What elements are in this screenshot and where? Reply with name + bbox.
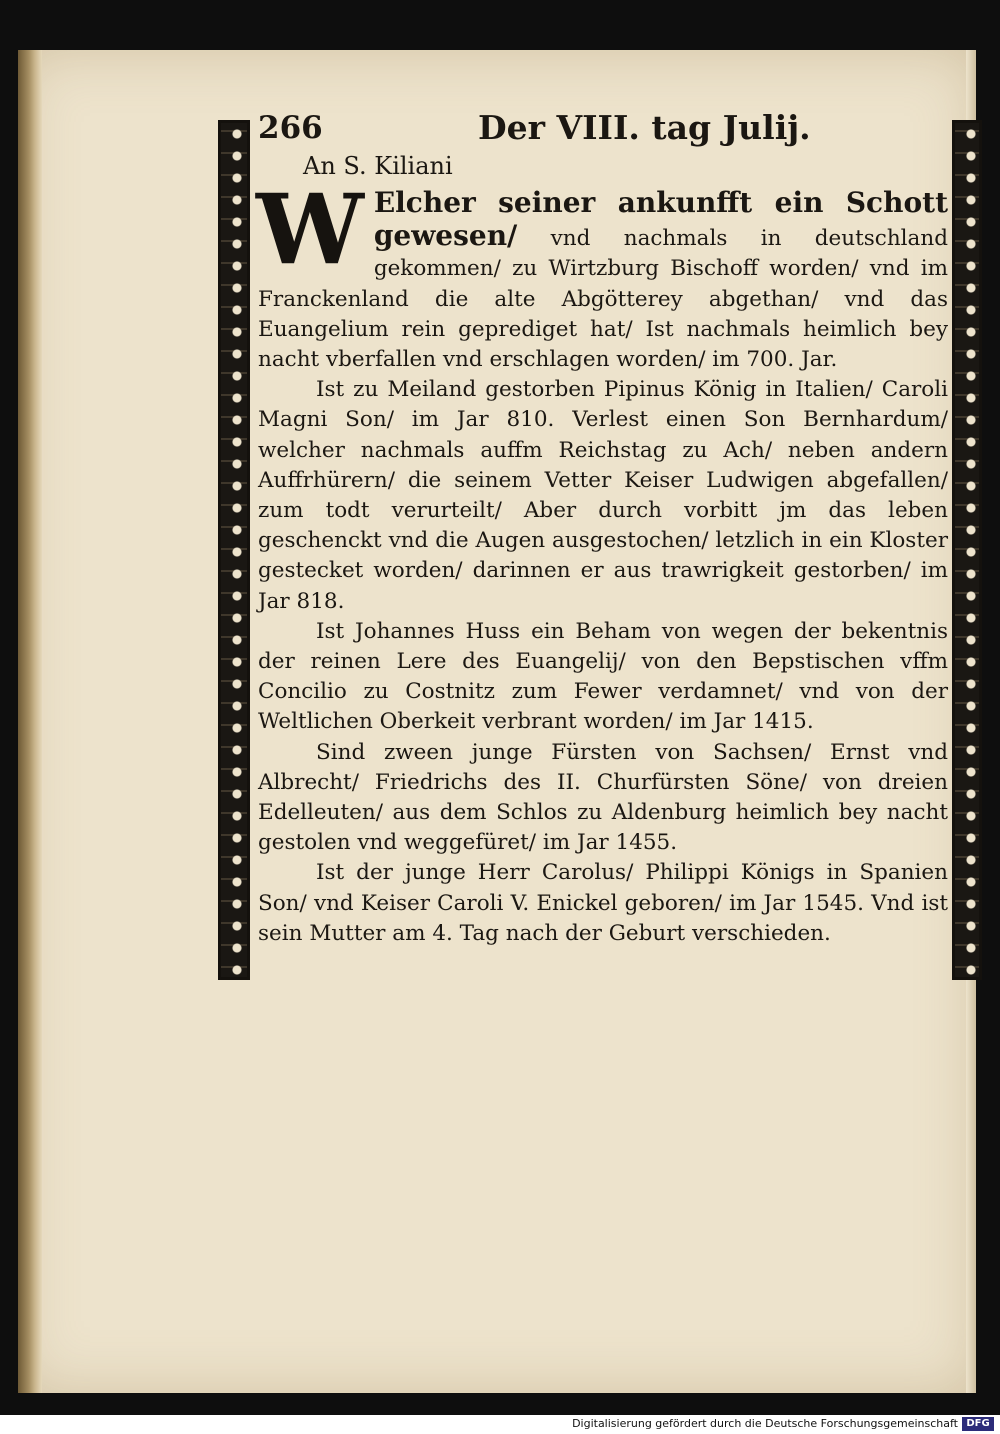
paragraph: Sind zween junge Fürsten von Sachsen/ Ernst vnd Albrecht/ Friedrichs des II. Churfürsten Söne/ von dreien Edelleuten/ aus dem Schlos zu Aldenburg heimlich bey nacht gestolen vnd weggefüret/ im Jar 1455.	[258, 739, 948, 856]
funding-notice: Digitalisierung gefördert durch die Deutsche Forschungsgemeinschaft	[572, 1417, 958, 1430]
body-text	[256, 173, 948, 949]
page-number: 266	[258, 110, 323, 146]
drop-cap: W	[256, 173, 364, 286]
left-ornamental-border-icon	[218, 120, 250, 980]
header-title: Der VIII. tag Julij.	[478, 108, 811, 147]
paragraph-opening-words: Elcher seiner ankunfft ein Schott gewesen/	[373, 186, 948, 253]
running-head	[250, 100, 950, 152]
page-gutter	[18, 50, 42, 1393]
footer-bar	[0, 1415, 1000, 1434]
section-subtitle: An S. Kiliani	[303, 152, 453, 180]
paragraph: Ist der junge Herr Carolus/ Philippi Königs in Spanien Son/ vnd Keiser Caroli V. Enickel geboren/ im Jar 1545. Vnd ist sein Mutter am 4. Tag nach der Geburt verschieden.	[258, 860, 948, 946]
dfg-logo: DFG	[962, 1417, 994, 1431]
paragraph: Ist Johannes Huss ein Beham von wegen der bekentnis der reinen Lere des Euangelij/ von den Bepstischen vffm Concilio zu Costnitz zum Fewer verdamnet/ vnd von der Weltlichen Oberkeit verbrant worden/ im Jar 1415.	[258, 618, 948, 735]
right-ornamental-border-icon	[952, 120, 982, 980]
paragraph	[256, 173, 948, 375]
paragraph-text: vnd nachmals in deutschland gekommen/ zu Wirtzburg Bischoff worden/ vnd im Franckenland die alte Abgötterey abgethan/ vnd das Euangelium rein geprediget hat/ Ist nachmals heimlich bey nacht vberfallen vnd erschlagen worden/ im 700. Jar.	[258, 226, 948, 373]
paragraph: Ist zu Meiland gestorben Pipinus König in Italien/ Caroli Magni Son/ im Jar 810. Verlest einen Son Bernhardum/ welcher nachmals auffm Reichstag zu Ach/ neben andern Auffrhürern/ die seinem Vetter Keiser Ludwigen abgefallen/ zum todt verurteilt/ Aber durch vorbitt jm das leben geschenckt vnd die Augen ausgestochen/ letzlich in ein Kloster gestecket worden/ darinnen er aus trawrigkeit gestorben/ im Jar 818.	[258, 377, 948, 614]
